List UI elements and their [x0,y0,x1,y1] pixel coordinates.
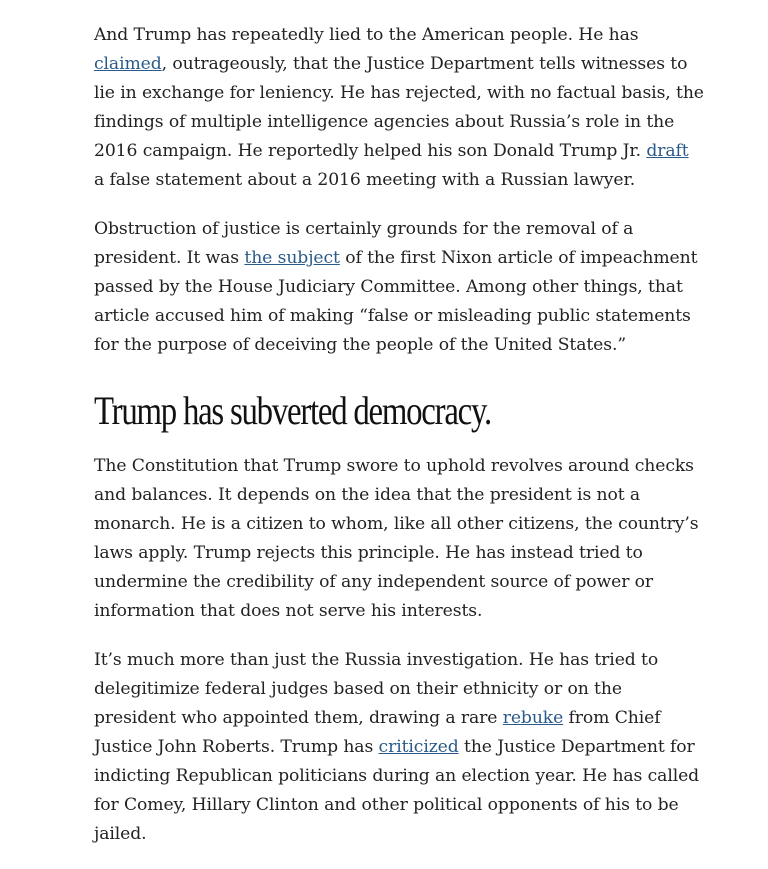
link-rebuke[interactable]: rebuke [502,708,564,728]
link-the-subject[interactable]: the subject [244,248,340,268]
paragraph-russia-investigation [94,646,704,849]
text-segment: from Chief Justice John Roberts. Trump has [94,708,661,757]
article-body [94,21,704,869]
paragraph-obstruction [94,215,704,360]
link-claimed[interactable]: claimed [94,54,162,74]
text-segment: And Trump has repeatedly lied to the American people. He has [94,25,639,45]
paragraph-lies [94,21,704,195]
text-segment: , outrageously, that the Justice Department tells witnesses to lie in exchange for leniency. He has rejected, with no factual basis, the findings of multiple intelligence agencies about Russia’s role in the 2016 campaign. He reportedly helped his son Donald Trump Jr. [94,54,704,161]
text-segment: Obstruction of justice is certainly grounds for the removal of a president. It was [94,219,634,268]
text-segment: a false statement about a 2016 meeting with a Russian lawyer. [94,170,636,190]
section-heading: Trump has subverted democracy. [94,388,491,433]
text-segment: of the first Nixon article of impeachment passed by the House Judiciary Committee. Among other things, that article accused him of making “false or misleading public statements for the purpose of deceiving the people of the United States.” [94,248,698,355]
text-segment: The Constitution that Trump swore to uphold revolves around checks and balances. It depends on the idea that the president is not a monarch. He is a citizen to whom, like all other citizens, the country’s laws apply. Trump rejects this principle. He has instead tried to undermine the credibility of any independent source of power or information that does not serve his interests. [94,456,699,621]
text-segment: the Justice Department for indicting Republican politicians during an election year. He has called for Comey, Hillary Clinton and other political opponents of his to be jailed. [94,737,700,844]
link-draft[interactable]: draft [646,141,689,161]
paragraph-constitution [94,452,704,626]
link-criticized[interactable]: criticized [378,737,459,757]
text-segment: It’s much more than just the Russia investigation. He has tried to delegitimize federal judges based on their ethnicity or on the president who appointed them, drawing a rare [94,650,659,728]
